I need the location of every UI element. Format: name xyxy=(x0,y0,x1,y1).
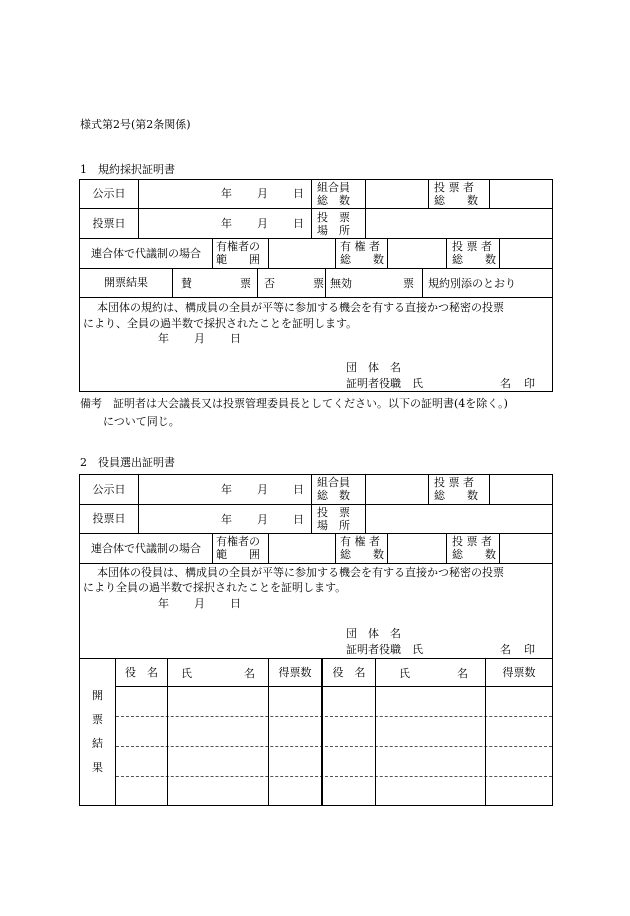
org-name-label: 団 体 名 xyxy=(346,627,401,640)
for-label: 賛 xyxy=(181,277,192,290)
year-label: 年 xyxy=(221,217,232,230)
name-label: 名 xyxy=(500,643,511,656)
form-header: 様式第2号(第2条関係) xyxy=(80,118,191,131)
proxy-case-label: 連合体で代議制の場合 xyxy=(91,246,201,260)
month-label: 月 xyxy=(194,332,205,345)
members-total-label: 組合員 総 数 xyxy=(317,476,350,503)
remark-line2: について同じ。 xyxy=(103,415,180,428)
month-label: 月 xyxy=(257,513,268,526)
rules-note: 規約別添のとおり xyxy=(428,277,516,290)
certification-line2: により、全員の過半数で採択されたことを証明します。 xyxy=(83,317,358,330)
voters-total-label: 投 票 者 総 数 xyxy=(452,240,496,267)
year-label: 年 xyxy=(221,483,232,496)
month-label: 月 xyxy=(257,217,268,230)
col-votes-header: 得票数 xyxy=(278,665,312,679)
year-label: 年 xyxy=(158,332,169,345)
year-label: 年 xyxy=(221,513,232,526)
result-label: 開票結果 xyxy=(104,276,148,290)
announce-date-label: 公示日 xyxy=(92,187,126,201)
vote-date-label: 投票日 xyxy=(92,512,126,526)
members-total-label: 組合員 総 数 xyxy=(317,181,350,208)
month-label: 月 xyxy=(257,187,268,200)
month-label: 月 xyxy=(194,597,205,610)
day-label: 日 xyxy=(293,187,304,200)
eligible-total-label: 有 権 者 総 数 xyxy=(340,535,384,562)
section1-title: 1 規約採択証明書 xyxy=(80,163,175,176)
name-label: 名 xyxy=(500,377,511,390)
col-surname-header: 氏 xyxy=(399,667,410,680)
ballot-label: 票 xyxy=(313,277,324,290)
vote-date-label: 投票日 xyxy=(92,216,126,230)
col-votes-header: 得票数 xyxy=(502,665,536,679)
seal-label: 印 xyxy=(524,643,535,656)
col-name-header: 名 xyxy=(244,667,255,680)
col-surname-header: 氏 xyxy=(181,667,192,680)
seal-label: 印 xyxy=(524,377,535,390)
proxy-case-label: 連合体で代議制の場合 xyxy=(91,541,201,555)
certification-line2: により全員の過半数で採択されたことを証明します。 xyxy=(83,581,347,594)
eligible-total-label: 有 権 者 総 数 xyxy=(340,240,384,267)
certification-line1: 本団体の役員は、構成員の全員が平等に参加する機会を有する直接かつ秘密の投票 xyxy=(97,566,504,579)
vote-place-label: 投 票 場 所 xyxy=(317,506,350,533)
org-name-label: 団 体 名 xyxy=(346,361,401,374)
certifier-label: 証明者役職 氏 xyxy=(346,643,423,656)
col-role-header: 役 名 xyxy=(125,665,158,679)
ballot-label: 票 xyxy=(403,277,414,290)
day-label: 日 xyxy=(293,513,304,526)
day-label: 日 xyxy=(293,217,304,230)
voters-total-label: 投 票 者 総 数 xyxy=(452,535,496,562)
year-label: 年 xyxy=(221,187,232,200)
voters-total-label: 投 票 者 総 数 xyxy=(434,476,478,503)
against-label: 否 xyxy=(264,277,275,290)
eligible-scope-label: 有権者の 範 囲 xyxy=(216,240,260,267)
vote-place-label: 投 票 場 所 xyxy=(317,211,350,238)
day-label: 日 xyxy=(293,483,304,496)
invalid-label: 無効 xyxy=(330,277,352,290)
remark-line1: 備考 証明者は大会議長又は投票管理委員長としてください。以下の証明書(4を除く。) xyxy=(80,397,508,410)
voters-total-label: 投 票 者 総 数 xyxy=(434,181,478,208)
certification-line1: 本団体の規約は、構成員の全員が平等に参加する機会を有する直接かつ秘密の投票 xyxy=(97,301,504,314)
day-label: 日 xyxy=(230,332,241,345)
certifier-label: 証明者役職 氏 xyxy=(346,377,423,390)
result-char: 果 xyxy=(92,761,103,774)
eligible-scope-label: 有権者の 範 囲 xyxy=(216,535,260,562)
section2-title: 2 役員選出証明書 xyxy=(80,456,175,469)
result-char: 票 xyxy=(92,713,103,726)
ballot-label: 票 xyxy=(240,277,251,290)
year-label: 年 xyxy=(158,597,169,610)
col-role-header: 役 名 xyxy=(332,665,366,679)
day-label: 日 xyxy=(230,597,241,610)
result-char: 開 xyxy=(92,689,103,702)
col-name-header: 名 xyxy=(457,667,468,680)
month-label: 月 xyxy=(257,483,268,496)
result-char: 結 xyxy=(92,737,103,750)
announce-date-label: 公示日 xyxy=(92,482,126,496)
